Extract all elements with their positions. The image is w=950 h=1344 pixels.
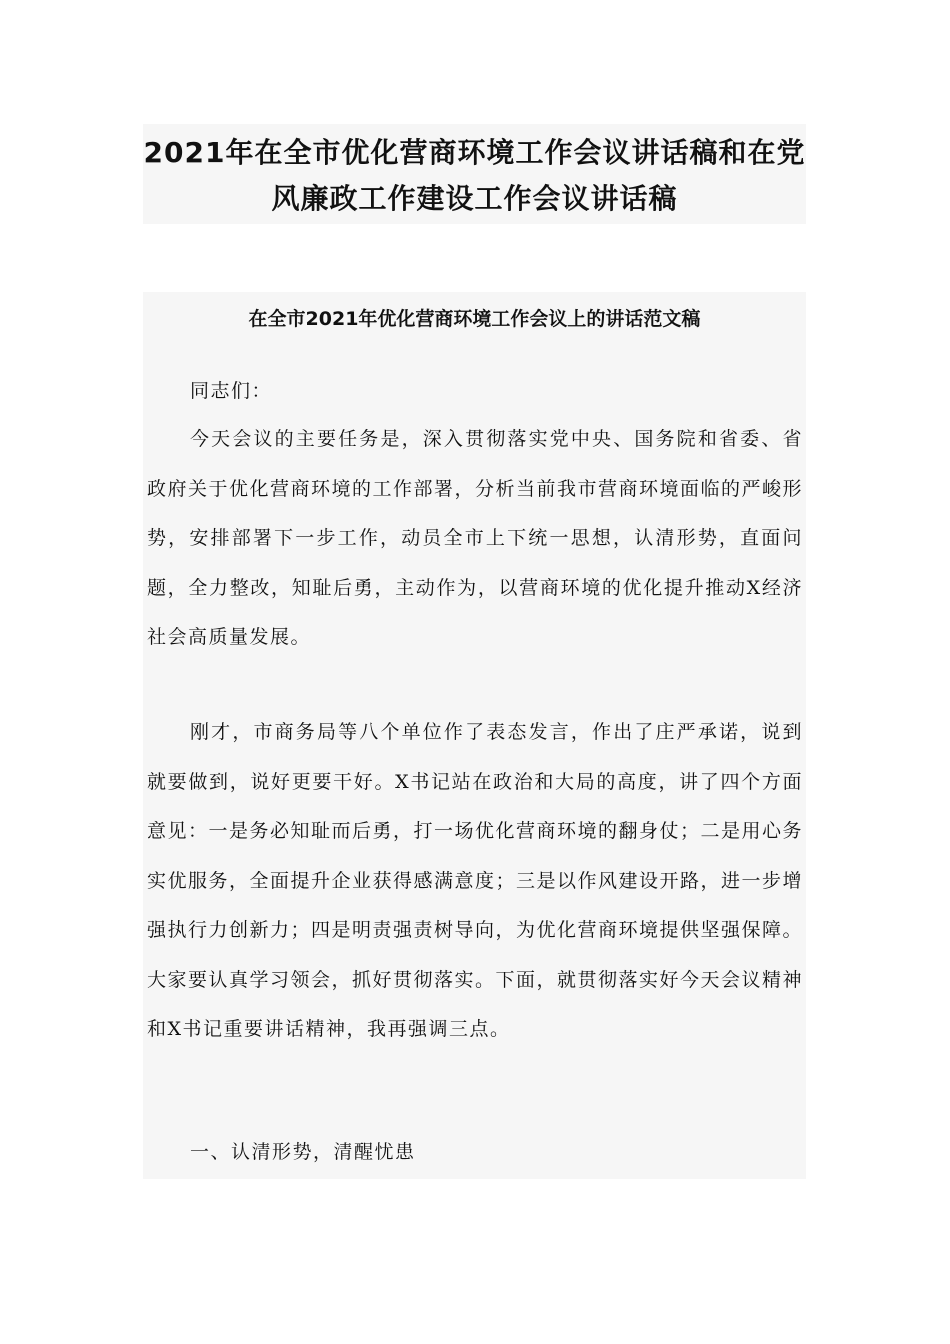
- paragraph-1: 今天会议的主要任务是，深入贯彻落实党中央、国务院和省委、省政府关于优化营商环境的工作部署，分析当前我市营商环境面临的严峻形势，安排部署下一步工作，动员全市上下统一思想，认清形势，直面问题，全力整改，知耻后勇，主动作为，以营商环境的优化提升推动X经济社会高质量发展。: [147, 428, 804, 648]
- greeting: 同志们：: [190, 380, 273, 402]
- subheading-1: 一、认清形势，清醒忧患: [190, 1141, 416, 1163]
- title-block: [143, 124, 806, 224]
- section-heading: 在全市2021年优化营商环境工作会议上的讲话范文稿: [248, 308, 701, 330]
- paragraph-2: 刚才，市商务局等八个单位作了表态发言，作出了庄严承诺，说到就要做到，说好更要干好。X书记站在政治和大局的高度，讲了四个方面意见：一是务必知耻而后勇，打一场优化营商环境的翻身仗；二是用心务实优服务，全面提升企业获得感满意度；三是以作风建设开路，进一步增强执行力创新力；四是明责强责树导向，为优化营商环境提供坚强保障。大家要认真学习领会，抓好贯彻落实。下面，就贯彻落实好今天会议精神和X书记重要讲话精神，我再强调三点。: [147, 721, 804, 1040]
- document-body: [143, 292, 806, 1179]
- document-title: 2021年在全市优化营商环境工作会议讲话稿和在党风廉政工作建设工作会议讲话稿: [143, 136, 806, 215]
